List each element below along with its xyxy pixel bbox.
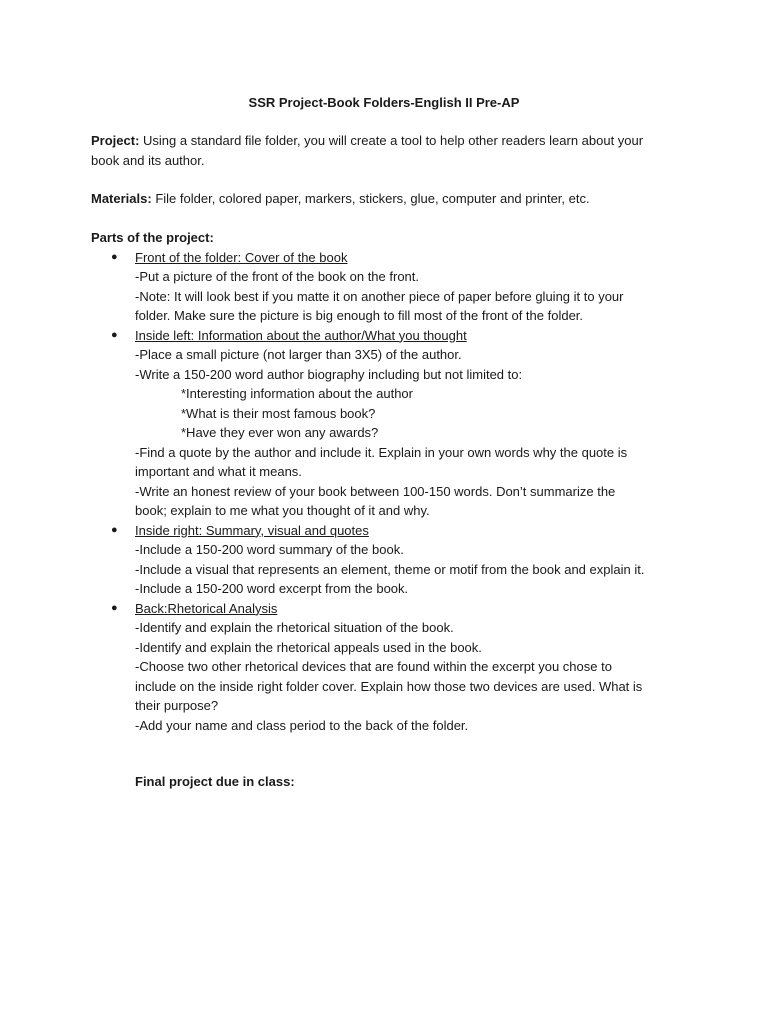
section-subline: *Interesting information about the author — [181, 386, 413, 401]
section-subline: *Have they ever won any awards? — [181, 425, 379, 440]
section-line: -Identify and explain the rhetorical appeals used in the book. — [135, 639, 482, 655]
section-heading: Back:Rhetorical Analysis — [135, 600, 278, 616]
project-paragraph — [91, 131, 691, 170]
section-line: -Note: It will look best if you matte it on another piece of paper before gluing it to your — [135, 288, 624, 304]
bullet-icon: ● — [111, 328, 118, 341]
project-label: Project: — [91, 133, 140, 148]
section-line: include on the inside right folder cover. Explain how those two devices are used. What is — [135, 678, 643, 694]
section-line: -Include a 150-200 word excerpt from the book. — [135, 581, 409, 596]
document-title: SSR Project-Book Folders-English II Pre-AP — [248, 95, 520, 110]
section-line: -Write a 150-200 word author biography including but not limited to: — [135, 366, 523, 382]
final-due-text: Final project due in class: — [135, 774, 295, 789]
materials-text: File folder, colored paper, markers, stickers, glue, computer and printer, etc. — [155, 191, 590, 206]
materials-paragraph — [91, 189, 691, 209]
project-text-line1: Using a standard file folder, you will create a tool to help other readers learn about your — [143, 133, 644, 148]
section-line: -Put a picture of the front of the book on the front. — [135, 269, 420, 284]
section-line: -Choose two other rhetorical devices that are found within the excerpt you chose to — [135, 659, 612, 674]
section-line: important and what it means. — [135, 464, 302, 479]
section-line: -Include a 150-200 word summary of the book. — [135, 542, 404, 557]
section-heading: Inside left: Information about the author/What you thought — [135, 327, 467, 343]
section-line: their purpose? — [135, 698, 219, 713]
section-line: -Add your name and class period to the back of the folder. — [135, 717, 469, 733]
section-front-folder — [91, 248, 691, 326]
section-heading: Inside right: Summary, visual and quotes — [135, 522, 369, 538]
project-text-line2: book and its author. — [91, 152, 205, 168]
bullet-icon: ● — [111, 250, 118, 263]
section-line: -Identify and explain the rhetorical situation of the book. — [135, 620, 454, 635]
section-inside-left — [91, 326, 691, 521]
section-line: -Write an honest review of your book between 100-150 words. Don’t summarize the — [135, 483, 616, 499]
parts-heading: Parts of the project: — [91, 230, 214, 245]
section-inside-right — [91, 521, 691, 599]
section-line: -Include a visual that represents an element, theme or motif from the book and explain it. — [135, 561, 645, 577]
materials-label: Materials: — [91, 191, 152, 206]
bullet-icon: ● — [111, 523, 118, 536]
section-line: book; explain to me what you thought of it and why. — [135, 503, 430, 518]
section-subline: *What is their most famous book? — [181, 405, 376, 421]
bullet-icon: ● — [111, 601, 118, 614]
section-back — [91, 599, 691, 736]
section-line: folder. Make sure the picture is big enough to fill most of the front of the folder. — [135, 308, 584, 323]
parts-list — [91, 228, 691, 735]
section-heading: Front of the folder: Cover of the book — [135, 249, 348, 265]
section-line: -Find a quote by the author and include it. Explain in your own words why the quote is — [135, 444, 628, 460]
section-line: -Place a small picture (not larger than 3X5) of the author. — [135, 347, 462, 362]
